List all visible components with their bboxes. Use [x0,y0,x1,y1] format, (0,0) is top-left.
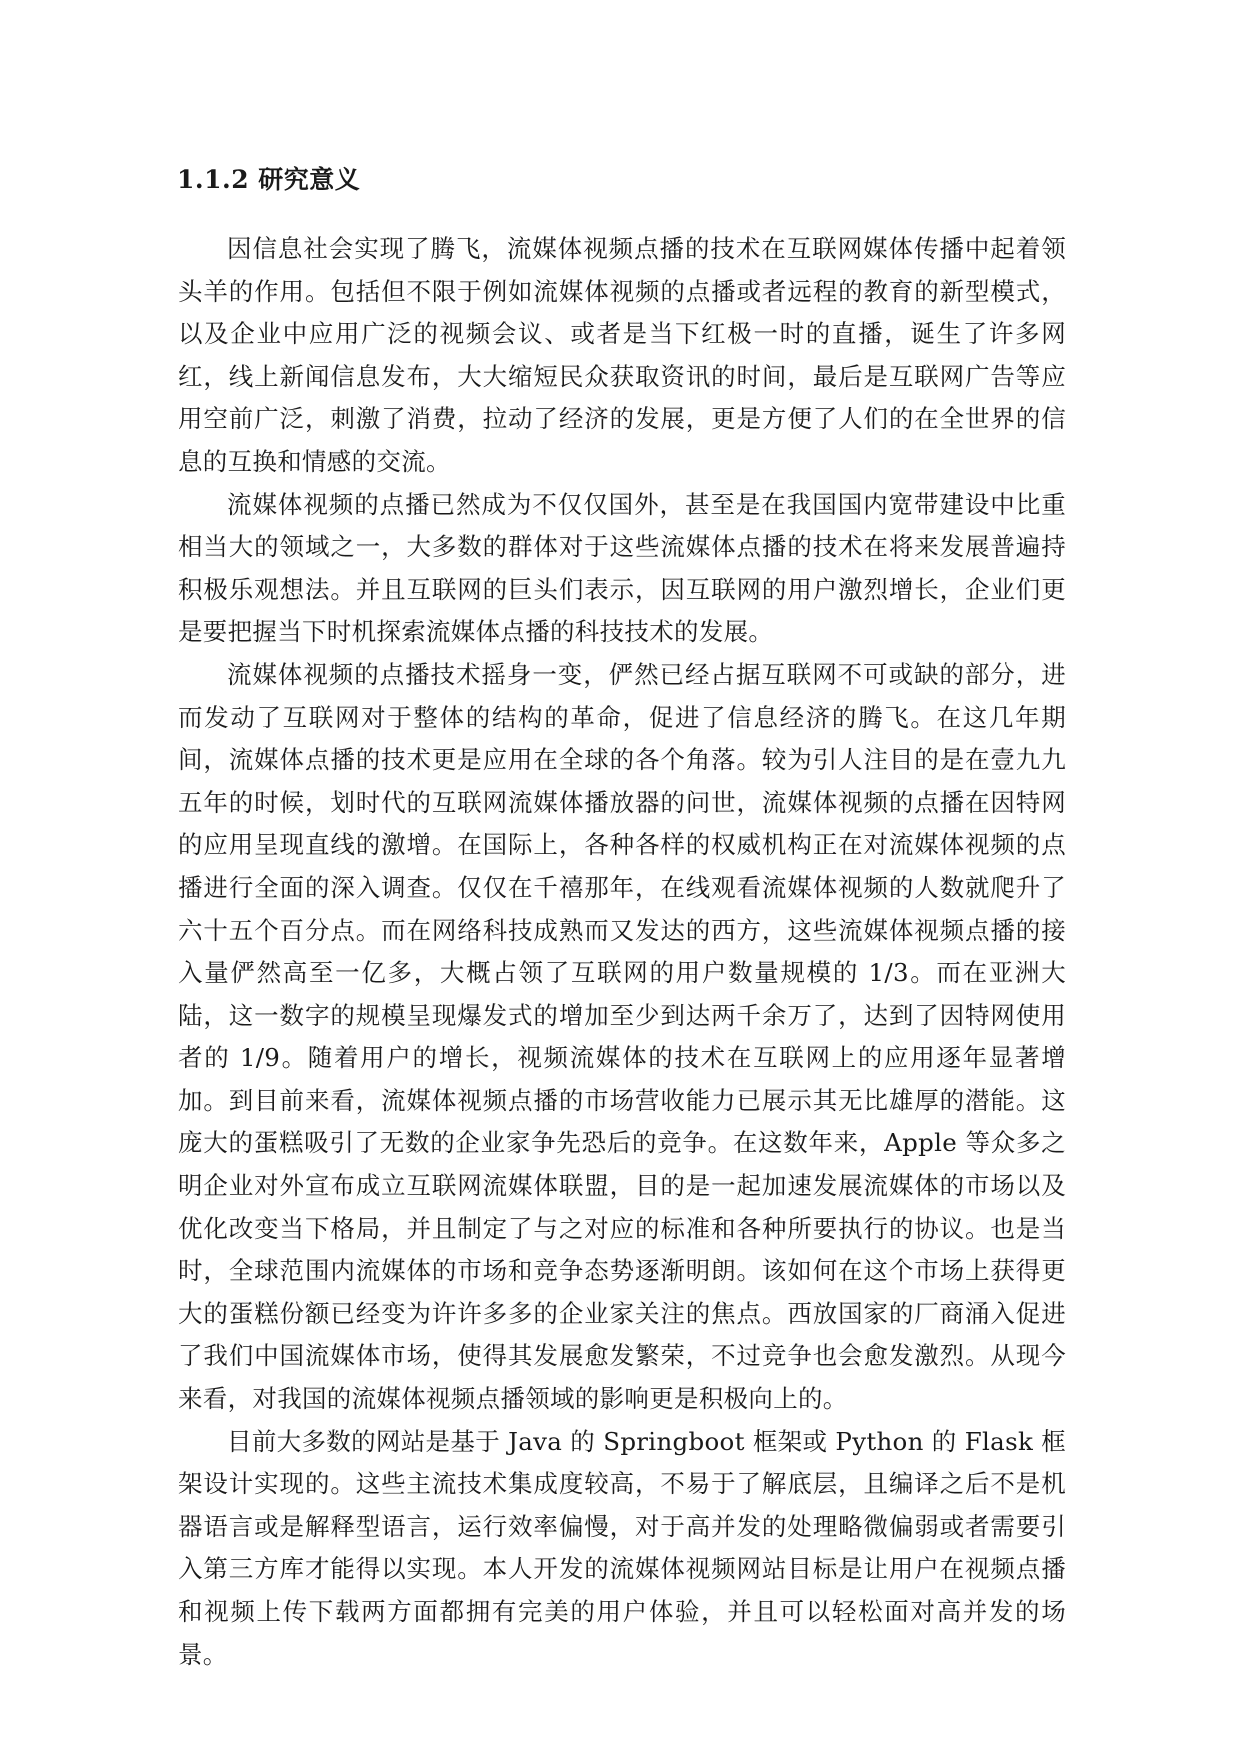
section-body [178,228,1066,1676]
paragraph-3: 流媒体视频的点播技术摇身一变，俨然已经占据互联网不可或缺的部分，进而发动了互联网对于整体的结构的革命，促进了信息经济的腾飞。在这几年期间，流媒体点播的技术更是应用在全球的各个角落。较为引人注目的是在壹九九五年的时候，划时代的互联网流媒体播放器的问世，流媒体视频的点播在因特网的应用呈现直线的激增。在国际上，各种各样的权威机构正在对流媒体视频的点播进行全面的深入调查。仅仅在千禧那年，在线观看流媒体视频的人数就爬升了六十五个百分点。而在网络科技成熟而又发达的西方，这些流媒体视频点播的接入量俨然高至一亿多，大概占领了互联网的用户数量规模的 1/3。而在亚洲大陆，这一数字的规模呈现爆发式的增加至少到达两千余万了，达到了因特网使用者的 1/9。随着用户的增长，视频流媒体的技术在互联网上的应用逐年显著增加。到目前来看，流媒体视频点播的市场营收能力已展示其无比雄厚的潜能。这庞大的蛋糕吸引了无数的企业家争先恐后的竞争。在这数年来，Apple 等众多之明企业对外宣布成立互联网流媒体联盟，目的是一起加速发展流媒体的市场以及优化改变当下格局，并且制定了与之对应的标准和各种所要执行的协议。也是当时，全球范围内流媒体的市场和竞争态势逐渐明朗。该如何在这个市场上获得更大的蛋糕份额已经变为许许多多的企业家关注的焦点。西放国家的厂商涌入促进了我们中国流媒体市场，使得其发展愈发繁荣，不过竞争也会愈发激烈。从现今来看，对我国的流媒体视频点播领域的影响更是积极向上的。 [178,659,1066,1414]
paragraph-2: 流媒体视频的点播已然成为不仅仅国外，甚至是在我国国内宽带建设中比重相当大的领域之一，大多数的群体对于这些流媒体点播的技术在将来发展普遍持积极乐观想法。并且互联网的巨头们表示，因互联网的用户激烈增长，企业们更是要把握当下时机探索流媒体点播的科技技术的发展。 [178,489,1066,647]
section-heading: 1.1.2 研究意义 [177,165,361,194]
paragraph-4: 目前大多数的网站是基于 Java 的 Springboot 框架或 Python 的 Flask 框架设计实现的。这些主流技术集成度较高，不易于了解底层，且编译之后不是机器语言或是解释型语言，运行效率偏慢，对于高并发的处理略微偏弱或者需要引入第三方库才能得以实现。本人开发的流媒体视频网站目标是让用户在视频点播和视频上传下载两方面都拥有完美的用户体验，并且可以轻松面对高并发的场景。 [178,1426,1066,1669]
paragraph-1: 因信息社会实现了腾飞，流媒体视频点播的技术在互联网媒体传播中起着领头羊的作用。包括但不限于例如流媒体视频的点播或者远程的教育的新型模式，以及企业中应用广泛的视频会议、或者是当下红极一时的直播，诞生了许多网红，线上新闻信息发布，大大缩短民众获取资讯的时间，最后是互联网广告等应用空前广泛，刺激了消费，拉动了经济的发展，更是方便了人们的在全世界的信息的互换和情感的交流。 [178,234,1066,476]
